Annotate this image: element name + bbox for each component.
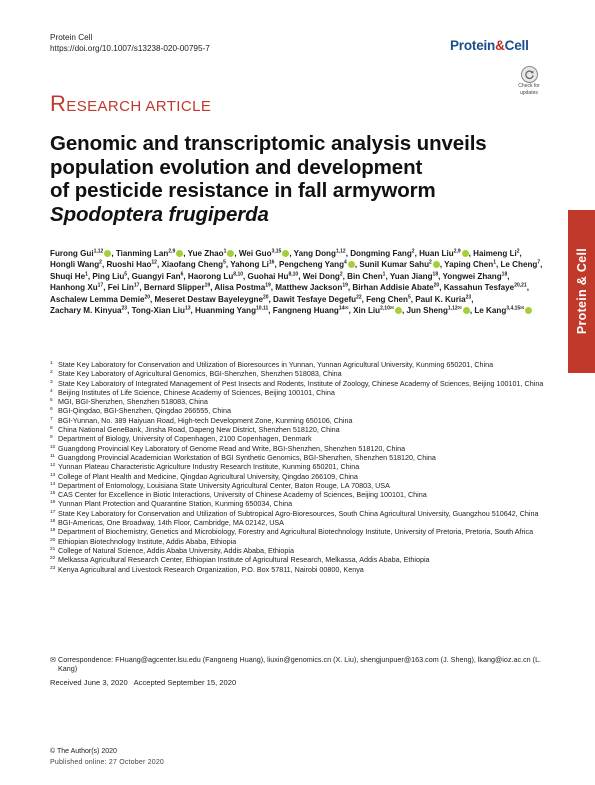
article-type (50, 91, 211, 117)
author-name: Dawit Tesfaye Degefu (273, 294, 357, 304)
affiliation-item (50, 388, 555, 397)
affiliation-number: 2 (50, 370, 53, 376)
author-name: Tong-Xian Liu (131, 306, 185, 316)
affiliation-item (50, 481, 555, 490)
author (279, 260, 355, 269)
affiliation-item (50, 499, 555, 508)
author (132, 306, 191, 315)
title-line-2: population evolution and development (50, 155, 423, 179)
author (106, 260, 157, 269)
author-name: Birhan Addisie Abate (352, 283, 434, 293)
author (50, 295, 150, 304)
affiliation-number: 7 (50, 416, 53, 422)
author-affiliation-sup: 20,21 (514, 282, 527, 289)
author (188, 272, 243, 281)
affiliation-item (50, 379, 555, 388)
author-affiliation-sup: 2,9 (168, 248, 176, 255)
orcid-icon[interactable] (433, 261, 440, 268)
affiliation-number: 20 (50, 537, 56, 543)
author (132, 272, 184, 281)
affiliation-number: 6 (50, 407, 53, 413)
author-name: Dongming Fang (350, 249, 412, 258)
received-accepted-dates: Received June 3, 2020 Accepted September 15, 2020 (50, 678, 237, 687)
orcid-icon[interactable] (525, 307, 532, 314)
author-name: Yang Dong (293, 249, 336, 258)
affiliation-item (50, 444, 555, 453)
author-name: Yongwei Zhang (442, 271, 502, 281)
author (161, 260, 225, 269)
author-name: Furong Gui (50, 249, 94, 258)
orcid-icon[interactable] (282, 250, 289, 257)
orcid-icon[interactable] (462, 250, 469, 257)
author-affiliation-sup: 3,4,15✉ (506, 305, 525, 312)
check-for-updates-badge[interactable] (512, 66, 546, 96)
article-title (50, 132, 550, 226)
author-affiliation-sup: 14✉ (338, 305, 349, 312)
envelope-icon: ✉ (50, 657, 56, 664)
author-affiliation-sup: 8,10 (288, 271, 299, 278)
title-line-1: Genomic and transcriptomic analysis unveils (50, 132, 487, 155)
author-name: Jun Sheng (406, 306, 448, 316)
published-date: Published online: 27 October 2020 (50, 759, 165, 766)
affiliation-number: 8 (50, 426, 53, 432)
author-affiliation-sup: 12 (151, 259, 157, 266)
logo-ampersand: & (495, 38, 505, 53)
affiliation-item (50, 472, 555, 481)
author-affiliation-sup: 5 (223, 259, 226, 266)
author-affiliation-sup: 17 (133, 282, 140, 289)
affiliation-text: Melkassa Agricultural Research Center, Ethiopian Institute of Agricultural Research, Melkassa, Addis Ababa, Ethiopia (58, 555, 430, 565)
author-affiliation-sup: 22 (356, 293, 362, 300)
author (353, 306, 402, 315)
affiliation-item (50, 555, 555, 564)
author-list: Furong Gui$^{1,12}$ , Tianming Lan$^{2,9}$ , Yue Zhao$^1$ , Wei Guo$^{3,15}$ , Yang Dong$^{1,12}$, Dongming Fang$^2$, Huan Liu$^{2,9}$ , Haimeng Li$^2$, Hongli Wang$^2$, Ruoshi Hao$^{12}$, Xiaofang Cheng$^5$, Yahong Li$^{16}$, Pengcheng Yang$^4$ , Sunil Kumar Sahu$^2$ , Yaping Chen$^1$, Le Cheng$^7$, Shuqi He$^1$, Ping Liu$^5$, Guangyi Fan$^6$, Haorong Lu$^{8,10}$, Guohai Hu$^{8,10}$, Wei Dong$^2$, Bin Chen$^1$, Yuan Jiang$^{18}$, Yongwei Zhang$^{18}$, Hanhong Xu$^{17}$, Fei Lin$^{17}$, Bernard Slipper$^{19}$, Alisa Postma$^{19}$, Matthew Jackson$^{19}$, Birhan Addisie Abate$^{20}$, Kassahun Tesfaye$^{20,21}$, Aschalew Lemma Demie$^{20}$, Meseret Destaw Bayeleygne$^{20}$, Dawit Tesfaye Degefu$^{22}$, Feng Chen$^5$, Paul K. Kuria$^{23}$, Zachary M. Kinyua$^{23}$, Tong-Xian Liu$^{13}$, Huanming Yang$^{10,11}$, Fangneng Huang$^{14✉}$, Xin Liu$^{2,10✉}$ , Jun Sheng$^{1,12✉}$ , Le Kang$^{3,4,15✉}$ (50, 248, 543, 316)
author-name: Guangyi Fan (131, 271, 181, 281)
author-affiliation-sup: 2,9 (453, 248, 461, 255)
author-name: Xin Liu (353, 306, 381, 316)
logo-protein: Protein (450, 38, 496, 53)
author-name: Wei Dong (302, 271, 340, 281)
author-name: Le Cheng (500, 260, 538, 270)
author-affiliation-sup: 20 (433, 282, 440, 289)
author-name: Feng Chen (366, 294, 408, 304)
affiliation-text: CAS Center for Excellence in Biotic Interactions, University of Chinese Academy of Sciences, Beijing 100101, China (58, 490, 427, 500)
author-name: Shuqi He (50, 271, 86, 281)
affiliation-number: 13 (50, 472, 56, 478)
author (108, 283, 140, 292)
affiliation-number: 17 (50, 509, 56, 515)
author (50, 272, 88, 281)
author-affiliation-sup: 6 (180, 271, 184, 278)
doi-link[interactable]: https://doi.org/10.1007/s13238-020-00795-7 (50, 43, 210, 53)
article-type-initial: R (50, 91, 67, 116)
author-affiliation-sup: 20 (144, 293, 151, 300)
author (248, 272, 299, 281)
author-affiliation-sup: 16 (268, 259, 275, 266)
affiliation-item (50, 565, 555, 574)
author-name: Tianming Lan (115, 249, 169, 258)
author-name: Le Kang (474, 306, 507, 316)
article-type-rest: ESEARCH ARTICLE (66, 98, 212, 115)
affiliation-item (50, 369, 555, 378)
author (273, 306, 349, 315)
author (350, 249, 414, 258)
author (444, 283, 527, 292)
author-name: Kassahun Tesfaye (443, 283, 515, 293)
check-label-2: updates (520, 89, 538, 96)
author-affiliation-sup: 23 (465, 293, 472, 300)
affiliation-item (50, 509, 555, 518)
affiliation-text: Yunnan Plateau Characteristic Agriculture Industry Research Institute, Kunming 650201, China (58, 462, 360, 472)
affiliation-text: State Key Laboratory for Conservation and Utilization of Subtropical Agro-Bioresources, South China Agricultural University, Guangzhou 510642, China (58, 508, 539, 518)
author-affiliation-sup: 7 (537, 259, 541, 266)
author (390, 272, 438, 281)
affiliation-number: 22 (50, 556, 56, 562)
author-affiliation-sup: 19 (342, 282, 348, 289)
author (359, 260, 440, 269)
author (419, 249, 469, 258)
affiliation-number: 11 (50, 453, 55, 459)
author-name: Pengcheng Yang (278, 260, 345, 270)
author-name: Yue Zhao (187, 249, 224, 258)
author-name: Bernard Slipper (143, 283, 205, 293)
orcid-icon[interactable] (227, 250, 234, 257)
affiliation-item (50, 462, 555, 471)
author (92, 272, 127, 281)
affiliation-number: 10 (50, 444, 56, 450)
author-name: Zachary M. Kinyua (50, 306, 122, 316)
affiliation-number: 5 (50, 398, 53, 404)
author (144, 283, 210, 292)
orcid-icon[interactable] (176, 250, 183, 257)
affiliation-text: BGI-Yunnan, No. 389 Haiyuan Road, High-tech Development Zone, Kunming 650106, China (58, 415, 353, 425)
affiliation-item (50, 360, 555, 369)
author-affiliation-sup: 2 (516, 248, 520, 255)
author-affiliation-sup: 1 (382, 271, 386, 278)
affiliation-text: MGI, BGI-Shenzhen, Shenzhen 518083, China (58, 397, 208, 407)
author-name: Hanhong Xu (50, 283, 98, 293)
affiliation-number: 9 (50, 435, 53, 441)
author (50, 249, 111, 258)
title-line-3: of pesticide resistance in fall armyworm (50, 179, 436, 202)
author (116, 249, 183, 258)
author (442, 272, 507, 281)
journal-logo (450, 38, 529, 53)
affiliation-text: College of Natural Science, Addis Ababa University, Addis Ababa, Ethiopia (58, 545, 294, 555)
affiliation-item (50, 518, 555, 527)
affiliation-number: 4 (50, 388, 53, 394)
author-name: Matthew Jackson (275, 283, 343, 293)
author-affiliation-sup: 5 (124, 271, 128, 278)
author (275, 283, 348, 292)
author-name: Xiaofang Cheng (161, 260, 224, 270)
affiliation-text: Beijing Institutes of Life Science, Chinese Academy of Sciences, Beijing 100101, China (58, 387, 335, 397)
author-affiliation-sup: 10,11 (256, 305, 269, 312)
author-name: Hongli Wang (50, 260, 100, 270)
author-name: Fangneng Huang (272, 306, 339, 316)
affiliation-number: 23 (50, 565, 56, 571)
author-name: Yahong Li (230, 260, 269, 270)
author-affiliation-sup: 5 (407, 293, 411, 300)
affiliation-text: BGI-Americas, One Broadway, 14th Floor, Cambridge, MA 02142, USA (58, 518, 284, 528)
author-affiliation-sup: 18 (501, 271, 508, 278)
author-name: Yaping Chen (444, 260, 494, 270)
affiliation-number: 12 (50, 463, 56, 469)
author-name: Huan Liu (419, 249, 454, 258)
affiliation-number: 15 (50, 491, 56, 497)
author-name: Huanming Yang (195, 306, 257, 316)
affiliation-text: State Key Laboratory for Conservation and Utilization of Bioresources in Yunnan, Yunnan Agricultural University, Kunming 650201, China (58, 360, 494, 369)
author (50, 283, 103, 292)
author (155, 295, 269, 304)
author (347, 272, 385, 281)
affiliation-text: State Key Laboratory of Integrated Management of Pest Insects and Rodents, Institute of Zoology, Chinese Academy of Sciences, Beijing 100101, China (58, 378, 544, 388)
affiliation-text: Guangdong Provincial Academician Workstation of BGI Synthetic Genomics, BGI-Shenzhen, Shenzhen 518120, China (58, 452, 436, 462)
author-affiliation-sup: 1,12 (93, 248, 104, 255)
title-species: Spodoptera frugiperda (50, 202, 269, 226)
orcid-icon[interactable] (104, 250, 111, 257)
affiliation-number: 3 (50, 379, 53, 385)
author (352, 283, 439, 292)
author (273, 295, 362, 304)
author-affiliation-sup: 1,12✉ (447, 305, 462, 312)
author (415, 295, 471, 304)
author (366, 295, 411, 304)
affiliation-item (50, 397, 555, 406)
affiliation-text: Yunnan Plant Protection and Quarantine Station, Kunming 650034, China (58, 499, 293, 509)
affiliation-item (50, 416, 555, 425)
affiliation-item (50, 490, 555, 499)
author (294, 249, 346, 258)
author (407, 306, 470, 315)
affiliation-text: College of Plant Health and Medicine, Qingdao Agricultural University, Qingdao 266109, China (58, 471, 358, 481)
author-name: Meseret Destaw Bayeleygne (154, 294, 263, 304)
author-name: Wei Guo (238, 249, 272, 258)
author-affiliation-sup: 20 (262, 293, 269, 300)
affiliation-text: Kenya Agricultural and Livestock Research Organization, P.O. Box 57811, Nairobi 00800, Kenya (58, 564, 364, 574)
author-affiliation-sup: 1 (493, 259, 496, 266)
author (444, 260, 496, 269)
author-name: Haorong Lu (187, 271, 234, 281)
correspondence-text: Correspondence: FHuang@agcenter.lsu.edu (Fangneng Huang), liuxin@genomics.cn (X. Liu), shengjunpuer@163.com (J. Sheng), lkang@ioz.ac.cn (L. Kang) (58, 655, 542, 674)
author (195, 306, 268, 315)
affiliation-number: 14 (50, 481, 56, 487)
affiliation-text: Guangdong Provincial Key Laboratory of Genome Read and Write, BGI-Shenzhen, Shenzhen 518120, China (58, 443, 406, 453)
affiliation-number: 16 (50, 500, 56, 506)
author (239, 249, 289, 258)
orcid-icon[interactable] (348, 261, 355, 268)
author (214, 283, 270, 292)
author-affiliation-sup: 1,12 (335, 248, 346, 255)
author-affiliation-sup: 1 (85, 271, 88, 278)
author-affiliation-sup: 1 (223, 248, 227, 255)
affiliation-item (50, 434, 555, 443)
author-name: Fei Lin (107, 283, 134, 293)
author-name: Guohai Hu (247, 271, 289, 281)
author (50, 306, 127, 315)
author-name: Yuan Jiang (389, 271, 433, 281)
author-affiliation-sup: 19 (265, 282, 271, 289)
journal-name: Protein Cell (50, 33, 93, 42)
affiliation-text: BGI-Qingdao, BGI-Shenzhen, Qingdao 266555, China (58, 406, 232, 416)
author-name: Ping Liu (92, 271, 125, 281)
author-affiliation-sup: 2 (411, 248, 415, 255)
refresh-icon (521, 66, 538, 83)
affiliation-number: 21 (50, 546, 56, 552)
copyright: © The Author(s) 2020 (50, 748, 117, 755)
check-label-1: Check for (518, 83, 540, 89)
author-affiliation-sup: 2 (429, 259, 432, 266)
affiliation-list (50, 360, 555, 574)
affiliation-item (50, 527, 555, 536)
author-affiliation-sup: 3,15 (271, 248, 282, 255)
correspondence (50, 655, 555, 674)
orcid-icon[interactable] (395, 307, 402, 314)
author-affiliation-sup: 13 (184, 305, 191, 312)
author-name: Sunil Kumar Sahu (359, 260, 430, 270)
journal-header (50, 33, 210, 54)
author-affiliation-sup: 18 (432, 271, 439, 278)
author-name: Bin Chen (347, 271, 383, 281)
side-tab-label: Protein & Cell (574, 248, 589, 335)
affiliation-item (50, 406, 555, 415)
affiliation-number: 1 (50, 361, 53, 366)
affiliation-text: Ethiopian Biotechnology Institute, Addis Ababa, Ethiopia (58, 536, 237, 546)
affiliation-text: Department of Biochemistry, Genetics and Microbiology, Forestry and Agricultural Biotechnology Institute, University of Pretoria, Pretoria, South Africa (58, 527, 534, 537)
affiliation-item (50, 537, 555, 546)
logo-cell: Cell (504, 38, 529, 53)
author (303, 272, 343, 281)
affiliation-text: China National GeneBank, Jinsha Road, Dapeng New District, Shenzhen 518120, China (58, 425, 340, 435)
affiliation-number: 19 (50, 528, 56, 534)
affiliation-text: Department of Entomology, Louisiana State University Agricultural Center, Baton Rouge, LA 70803, USA (58, 480, 390, 490)
journal-side-tab (568, 210, 595, 373)
author (500, 260, 540, 269)
affiliation-number: 18 (50, 519, 56, 525)
author-affiliation-sup: 19 (204, 282, 211, 289)
author (188, 249, 235, 258)
author-affiliation-sup: 2 (99, 259, 102, 266)
author-affiliation-sup: 23 (121, 305, 128, 312)
author (474, 306, 532, 315)
affiliation-item (50, 546, 555, 555)
author-affiliation-sup: 2,10✉ (380, 305, 395, 312)
affiliation-text: Department of Biology, University of Copenhagen, 2100 Copenhagen, Denmark (58, 434, 312, 444)
author-name: Haimeng Li (473, 249, 517, 258)
author-affiliation-sup: 17 (97, 282, 104, 289)
affiliation-text: State Key Laboratory of Agricultural Genomics, BGI-Shenzhen, Shenzhen 518083, China (58, 369, 342, 379)
author-affiliation-sup: 4 (344, 259, 347, 266)
author-name: Ruoshi Hao (106, 260, 152, 270)
author-affiliation-sup: 8,10 (233, 271, 244, 278)
affiliation-item (50, 425, 555, 434)
author (230, 260, 274, 269)
author-name: Aschalew Lemma Demie (50, 294, 145, 304)
author (50, 260, 102, 269)
author (473, 249, 519, 258)
author-name: Alisa Postma (214, 283, 266, 293)
affiliation-item (50, 453, 555, 462)
orcid-icon[interactable] (463, 307, 470, 314)
author-affiliation-sup: 2 (339, 271, 343, 278)
author-name: Paul K. Kuria (415, 294, 466, 304)
